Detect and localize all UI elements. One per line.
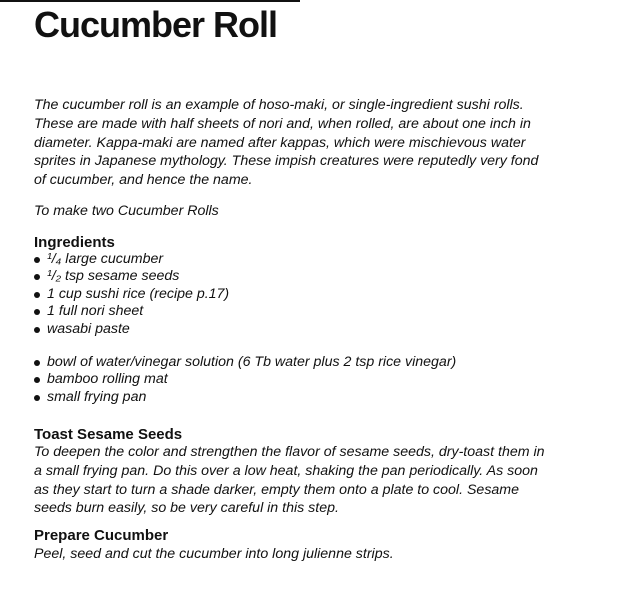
prepare-cucumber-paragraph (34, 545, 634, 564)
list-item-text: ¹/₂ tsp sesame seeds (47, 268, 180, 285)
list-item (34, 371, 456, 388)
toast-sesame-paragraph (34, 443, 634, 518)
list-item (34, 321, 229, 338)
bullet-icon (34, 274, 40, 280)
list-item (34, 268, 229, 285)
list-item-text: 1 cup sushi rice (recipe p.17) (47, 285, 230, 302)
list-item-text: 1 full nori sheet (47, 303, 144, 320)
bullet-icon (34, 327, 40, 333)
bullet-icon (34, 360, 40, 366)
list-item (34, 354, 456, 371)
list-item-text: ¹/₄ large cucumber (47, 251, 164, 267)
page-title: Cucumber Roll (34, 4, 278, 45)
ingredients-heading: Ingredients (34, 234, 115, 251)
intro-line: of cucumber, and hence the name. (34, 172, 253, 189)
list-item-text: bamboo rolling mat (47, 371, 168, 388)
bullet-icon (34, 292, 40, 298)
bullet-icon (34, 395, 40, 401)
prepare-cucumber-heading: Prepare Cucumber (34, 527, 169, 544)
intro-paragraph (34, 96, 634, 190)
bullet-icon (34, 309, 40, 315)
intro-line: diameter. Kappa-maki are named after kappas, which were mischievous water (34, 134, 526, 151)
yield-line: To make two Cucumber Rolls (34, 203, 219, 219)
list-item-text: wasabi paste (47, 320, 130, 337)
top-rule-divider (0, 0, 300, 2)
bullet-icon (34, 257, 40, 263)
prepare-line: Peel, seed and cut the cucumber into long julienne strips. (34, 546, 394, 562)
toast-sesame-heading: Toast Sesame Seeds (34, 426, 183, 443)
equipment-list (34, 354, 456, 406)
toast-line: To deepen the color and strengthen the flavor of sesame seeds, dry-toast them in (34, 444, 545, 460)
ingredient-list (34, 251, 229, 338)
list-item (34, 286, 229, 303)
toast-line: as they start to turn a shade darker, empty them onto a plate to cool. Sesame (34, 481, 520, 498)
toast-line: a small frying pan. Do this over a low heat, shaking the pan periodically. As soon (34, 462, 538, 479)
list-item (34, 251, 229, 268)
intro-line: These are made with half sheets of nori and, when rolled, are about one inch in (34, 115, 531, 132)
list-item-text: small frying pan (47, 388, 147, 405)
bullet-icon (34, 377, 40, 383)
list-item (34, 389, 456, 406)
intro-line: The cucumber roll is an example of hoso-maki, or single-ingredient sushi rolls. (34, 97, 524, 113)
toast-line: seeds burn easily, so be very careful in this step. (34, 500, 339, 517)
list-item-text: bowl of water/vinegar solution (6 Tb water plus 2 tsp rice vinegar) (47, 354, 457, 370)
list-item (34, 303, 229, 320)
intro-line: sprites in Japanese mythology. These impish creatures were reputedly very fond (34, 153, 539, 170)
